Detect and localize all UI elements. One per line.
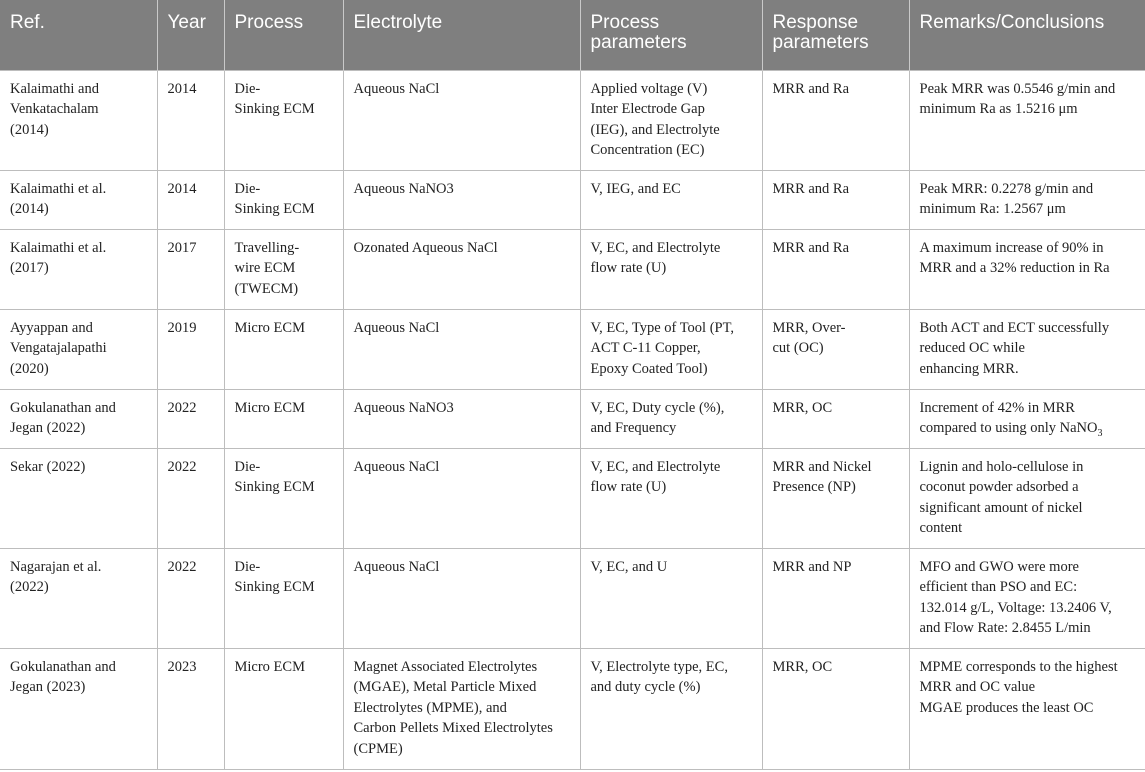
cell-process: Micro ECM bbox=[224, 648, 343, 769]
cell-remarks: Peak MRR was 0.5546 g/min and minimum Ra as 1.5216 μm bbox=[909, 70, 1145, 170]
cell-process: Die- Sinking ECM bbox=[224, 70, 343, 170]
table-row bbox=[0, 309, 1145, 389]
table-row bbox=[0, 170, 1145, 229]
cell-process: Micro ECM bbox=[224, 309, 343, 389]
cell-response-parameters: MRR and Ra bbox=[762, 229, 909, 309]
table-row bbox=[0, 229, 1145, 309]
header-process: Process bbox=[224, 0, 343, 70]
cell-electrolyte: Aqueous NaCl bbox=[343, 448, 580, 548]
cell-year: 2017 bbox=[157, 229, 224, 309]
header-remarks: Remarks/Conclusions bbox=[909, 0, 1145, 70]
cell-process-parameters: V, EC, and Electrolyte flow rate (U) bbox=[580, 229, 762, 309]
cell-process-parameters: V, IEG, and EC bbox=[580, 170, 762, 229]
cell-remarks: Increment of 42% in MRR compared to using only NaNO$_3$ bbox=[909, 389, 1145, 448]
cell-ref: Sekar (2022) bbox=[0, 448, 157, 548]
cell-process: Die- Sinking ECM bbox=[224, 170, 343, 229]
header-electrolyte: Electrolyte bbox=[343, 0, 580, 70]
cell-ref: Ayyappan and Vengatajalapathi (2020) bbox=[0, 309, 157, 389]
cell-electrolyte: Aqueous NaCl bbox=[343, 309, 580, 389]
cell-ref: Nagarajan et al. (2022) bbox=[0, 548, 157, 648]
cell-electrolyte: Aqueous NaNO3 bbox=[343, 170, 580, 229]
cell-process-parameters: V, EC, Duty cycle (%), and Frequency bbox=[580, 389, 762, 448]
cell-ref: Kalaimathi et al. (2014) bbox=[0, 170, 157, 229]
cell-remarks: MFO and GWO were more efficient than PSO and EC: 132.014 g/L, Voltage: 13.2406 V, and Flow Rate: 2.8455 L/min bbox=[909, 548, 1145, 648]
cell-remarks: A maximum increase of 90% in MRR and a 32% reduction in Ra bbox=[909, 229, 1145, 309]
cell-ref: Gokulanathan and Jegan (2023) bbox=[0, 648, 157, 769]
header-response-parameters: Response parameters bbox=[762, 0, 909, 70]
cell-response-parameters: MRR and Ra bbox=[762, 70, 909, 170]
cell-process: Die- Sinking ECM bbox=[224, 448, 343, 548]
cell-year: 2022 bbox=[157, 448, 224, 548]
cell-response-parameters: MRR and NP bbox=[762, 548, 909, 648]
cell-remarks: Both ACT and ECT successfully reduced OC while enhancing MRR. bbox=[909, 309, 1145, 389]
cell-process-parameters: Applied voltage (V) Inter Electrode Gap (IEG), and Electrolyte Concentration (EC) bbox=[580, 70, 762, 170]
cell-year: 2022 bbox=[157, 389, 224, 448]
header-process-parameters: Process parameters bbox=[580, 0, 762, 70]
cell-process-parameters: V, EC, and Electrolyte flow rate (U) bbox=[580, 448, 762, 548]
cell-remarks: MPME corresponds to the highest MRR and OC value MGAE produces the least OC bbox=[909, 648, 1145, 769]
cell-process: Travelling- wire ECM (TWECM) bbox=[224, 229, 343, 309]
cell-process: Micro ECM bbox=[224, 389, 343, 448]
cell-electrolyte: Aqueous NaCl bbox=[343, 70, 580, 170]
cell-electrolyte: Ozonated Aqueous NaCl bbox=[343, 229, 580, 309]
cell-response-parameters: MRR, OC bbox=[762, 389, 909, 448]
cell-electrolyte: Aqueous NaCl bbox=[343, 548, 580, 648]
cell-process-parameters: V, EC, Type of Tool (PT, ACT C-11 Copper, Epoxy Coated Tool) bbox=[580, 309, 762, 389]
cell-year: 2014 bbox=[157, 170, 224, 229]
cell-ref: Gokulanathan and Jegan (2022) bbox=[0, 389, 157, 448]
header-ref: Ref. bbox=[0, 0, 157, 70]
cell-remarks: Peak MRR: 0.2278 g/min and minimum Ra: 1.2567 μm bbox=[909, 170, 1145, 229]
cell-response-parameters: MRR, OC bbox=[762, 648, 909, 769]
table-row bbox=[0, 448, 1145, 548]
cell-response-parameters: MRR and Ra bbox=[762, 170, 909, 229]
cell-electrolyte: Aqueous NaNO3 bbox=[343, 389, 580, 448]
cell-year: 2023 bbox=[157, 648, 224, 769]
cell-process-parameters: V, EC, and U bbox=[580, 548, 762, 648]
cell-year: 2022 bbox=[157, 548, 224, 648]
cell-process-parameters: V, Electrolyte type, EC, and duty cycle (%) bbox=[580, 648, 762, 769]
cell-electrolyte: Magnet Associated Electrolytes (MGAE), Metal Particle Mixed Electrolytes (MPME), and Carbon Pellets Mixed Electrolytes (CPME) bbox=[343, 648, 580, 769]
cell-response-parameters: MRR and Nickel Presence (NP) bbox=[762, 448, 909, 548]
cell-process: Die- Sinking ECM bbox=[224, 548, 343, 648]
header-year: Year bbox=[157, 0, 224, 70]
cell-year: 2014 bbox=[157, 70, 224, 170]
table-row bbox=[0, 548, 1145, 648]
table-row bbox=[0, 389, 1145, 448]
cell-response-parameters: MRR, Over- cut (OC) bbox=[762, 309, 909, 389]
header-row bbox=[0, 0, 1145, 70]
cell-ref: Kalaimathi and Venkatachalam (2014) bbox=[0, 70, 157, 170]
cell-remarks: Lignin and holo-cellulose in coconut powder adsorbed a significant amount of nickel content bbox=[909, 448, 1145, 548]
cell-ref: Kalaimathi et al. (2017) bbox=[0, 229, 157, 309]
table-row bbox=[0, 648, 1145, 769]
table-row bbox=[0, 70, 1145, 170]
cell-year: 2019 bbox=[157, 309, 224, 389]
